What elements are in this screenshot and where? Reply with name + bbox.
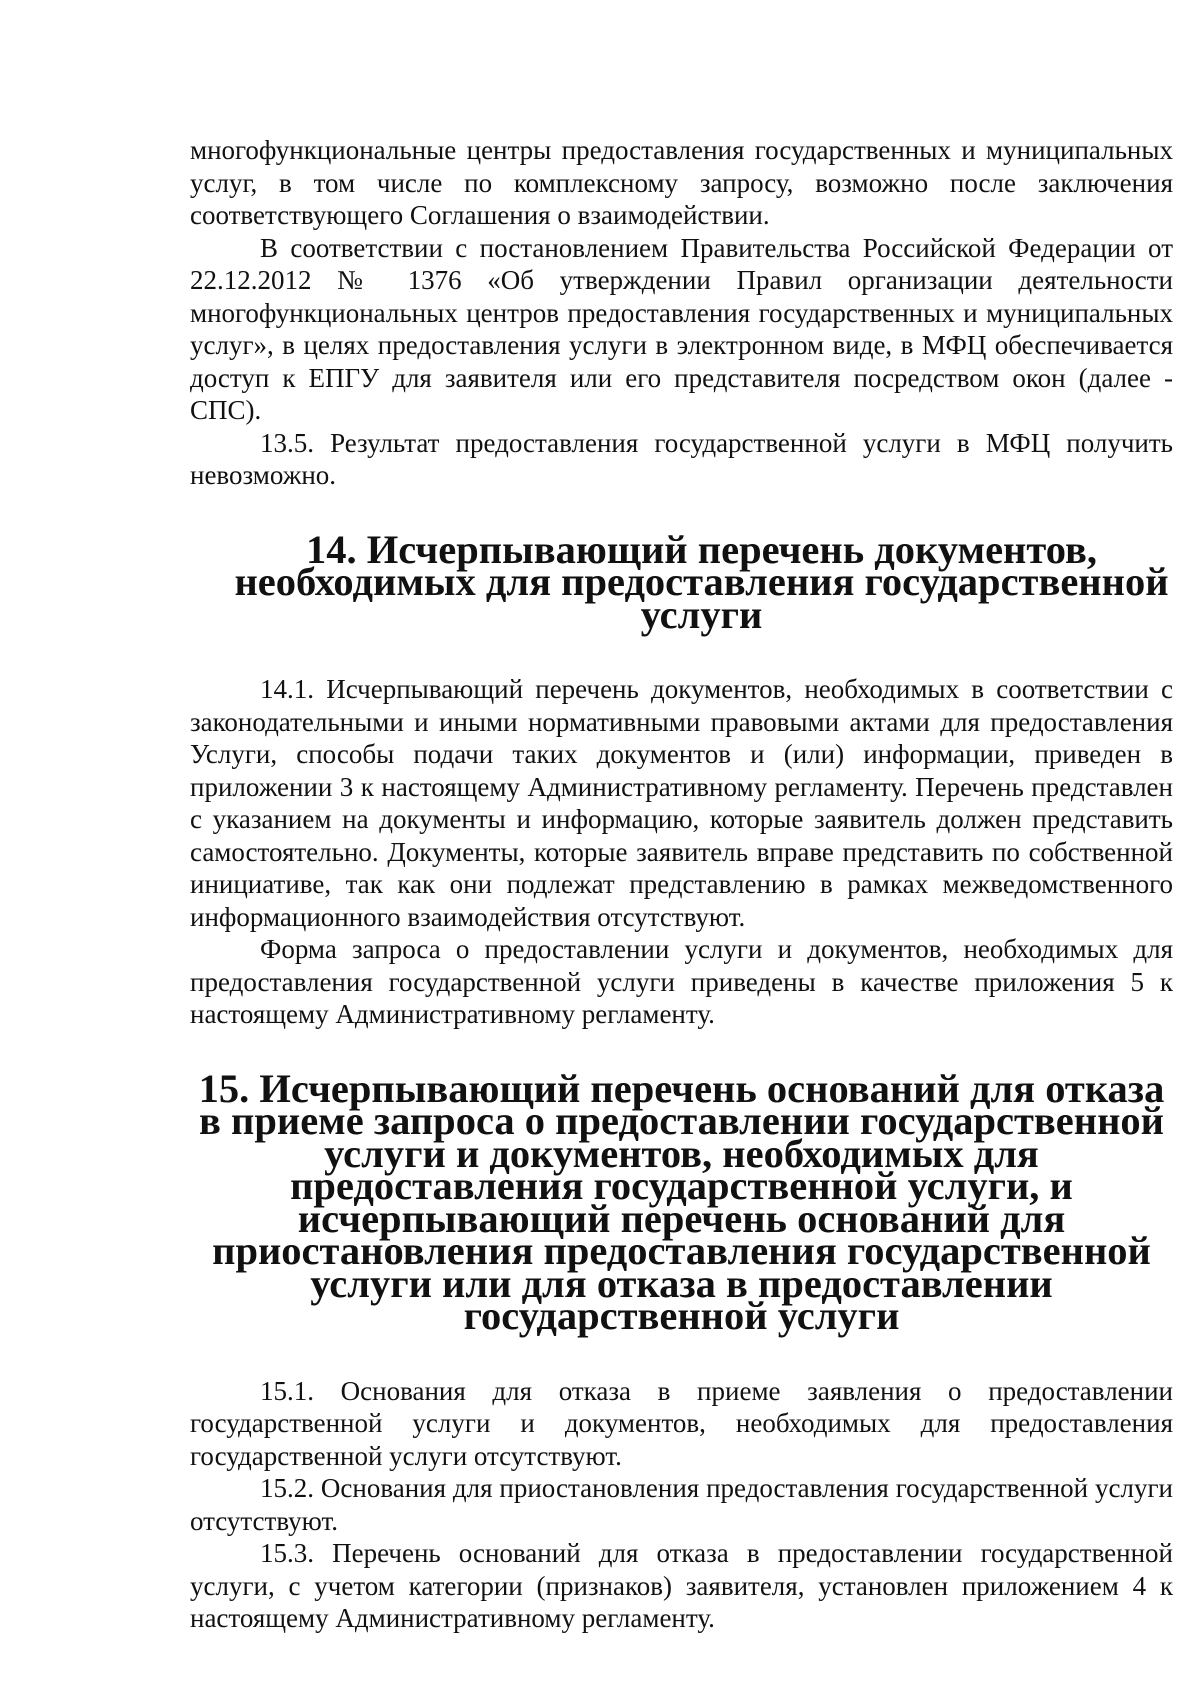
paragraph-14-1: 14.1. Исчерпывающий перечень документов, необходимых в соответствии с законодательными и иными нормативными правовыми актами для предоставления Услуги, способы подачи таких документов и (или) информации, приведен в приложении 3 к настоящему Административному регламенту. Перечень представлен с указанием на документы и информацию, которые заявитель должен представить самостоятельно. Документы, которые заявитель вправе представить по собственной инициативе, так как они подлежат представлению в рамках межведомственного информационного взаимодействия отсутствуют. — [190, 674, 1173, 932]
paragraph-15-2: 15.2. Основания для приостановления предоставления государственной услуги отсутствуют. — [190, 1473, 1173, 1536]
paragraph-request-form: Форма запроса о предоставлении услуги и документов, необходимых для предоставления государственной услуги приведены в качестве приложения 5 к настоящему Административному регламенту. — [190, 934, 1173, 1029]
paragraph-13-5: 13.5. Результат предоставления государственной услуги в МФЦ получить невозможно. — [190, 427, 1173, 490]
paragraph-15-3: 15.3. Перечень оснований для отказа в предоставлении государственной услуги, с учетом категории (признаков) заявителя, установлен приложением 4 к настоящему Административному регламенту. — [190, 1538, 1173, 1633]
document-page — [190, 134, 1173, 1635]
paragraph-mfc-centers: многофункциональные центры предоставления государственных и муниципальных услуг, в том числе по комплексному запросу, возможно после заключения соответствующего Соглашения о взаимодействии. — [190, 135, 1173, 230]
paragraph-15-1: 15.1. Основания для отказа в приеме заявления о предоставлении государственной услуги и документов, необходимых для предоставления государственной услуги отсутствуют. — [190, 1375, 1173, 1471]
paragraph-resolution-1376: В соответствии с постановлением Правительства Российской Федерации от 22.12.2012 № 1376 «Об утверждении Правил организации деятельности многофункциональных центров предоставления государственных и муниципальных услуг», в целях предоставления услуги в электронном виде, в МФЦ обеспечивается доступ к ЕПГУ для заявителя или его представителя посредством окон (далее - СПС). — [190, 232, 1173, 425]
section-14-heading: 14. Исчерпывающий перечень документов, необходимых для предоставления государственной услуги — [234, 526, 1169, 637]
section-15-heading: 15. Исчерпывающий перечень оснований для отказа в приеме запроса о предоставлении государственной услуги и документов, необходимых для предоставления государственной услуги, и исчерпывающий перечень оснований для приостановления предоставления государственной услуги или для отказа в предоставлении государственной услуги — [198, 1065, 1165, 1338]
